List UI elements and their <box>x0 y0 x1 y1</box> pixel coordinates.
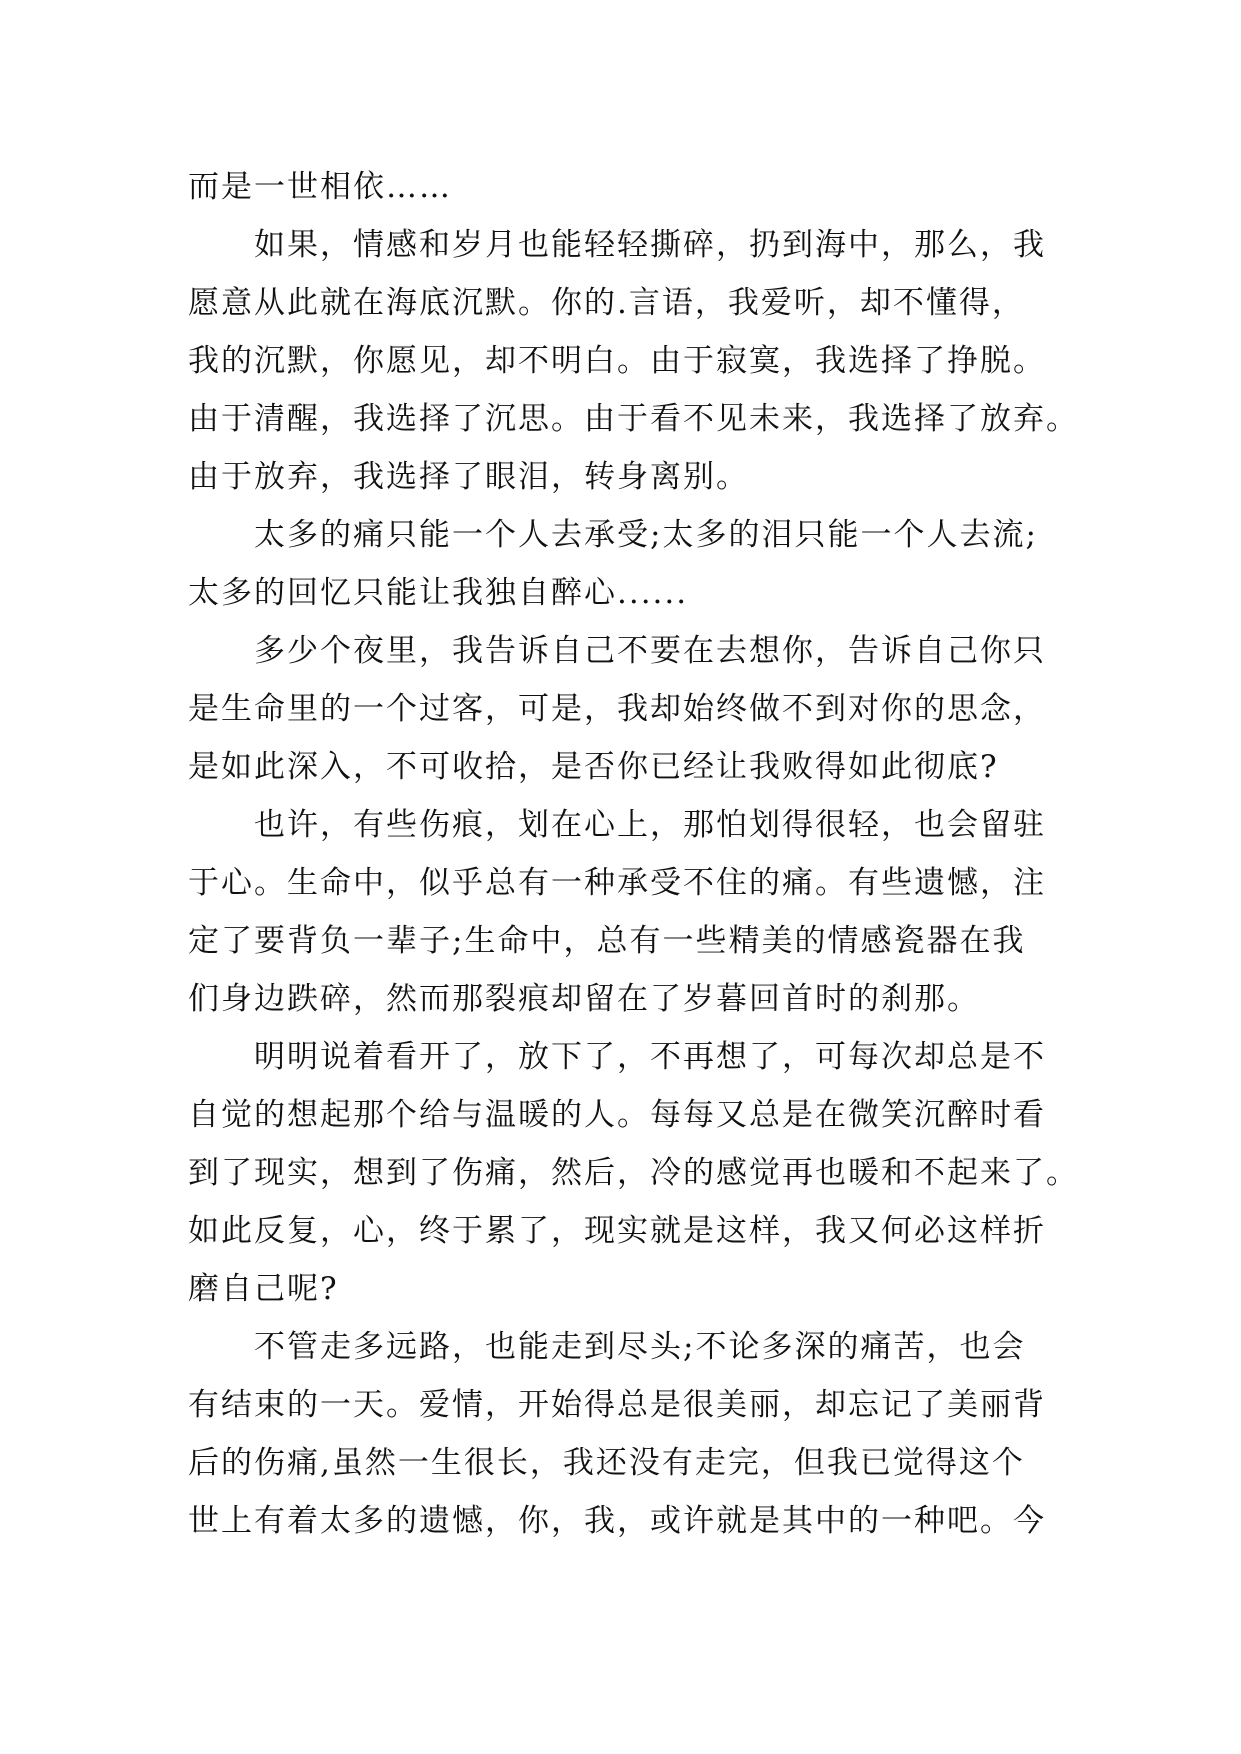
text-line-6: 由于放弃，我选择了眼泪，转身离别。 <box>188 459 749 495</box>
text-line-15: 们身边跌碎，然而那裂痕却留在了岁暮回首时的刹那。 <box>188 981 980 1017</box>
text-line-14: 定了要背负一辈子;生命中，总有一些精美的情感瓷器在我 <box>188 923 1026 959</box>
text-line-7: 太多的痛只能一个人去承受;太多的泪只能一个人去流; <box>254 517 1038 553</box>
text-line-24: 世上有着太多的遗憾，你，我，或许就是其中的一种吧。今 <box>188 1503 1046 1539</box>
text-line-16: 明明说着看开了，放下了，不再想了，可每次却总是不 <box>254 1039 1046 1075</box>
text-line-13: 于心。生命中，似乎总有一种承受不住的痛。有些遗憾，注 <box>188 865 1046 901</box>
text-line-18: 到了现实，想到了伤痛，然后，冷的感觉再也暖和不起来了。 <box>188 1155 1079 1191</box>
text-line-1: 而是一世相依…… <box>188 169 452 205</box>
text-line-17: 自觉的想起那个给与温暖的人。每每又总是在微笑沉醉时看 <box>188 1097 1046 1133</box>
text-line-3: 愿意从此就在海底沉默。你的.言语，我爱听，却不懂得， <box>188 285 1025 321</box>
text-line-19: 如此反复，心，终于累了，现实就是这样，我又何必这样折 <box>188 1213 1046 1249</box>
text-line-21: 不管走多远路，也能走到尽头;不论多深的痛苦，也会 <box>254 1329 1026 1365</box>
text-line-12: 也许，有些伤痕，划在心上，那怕划得很轻，也会留驻 <box>254 807 1046 843</box>
body-text <box>188 158 1079 1550</box>
text-line-11: 是如此深入，不可收拾，是否你已经让我败得如此彻底? <box>188 749 999 785</box>
text-line-22: 有结束的一天。爱情，开始得总是很美丽，却忘记了美丽背 <box>188 1387 1046 1423</box>
text-line-10: 是生命里的一个过客，可是，我却始终做不到对你的思念， <box>188 691 1046 727</box>
text-line-4: 我的沉默，你愿见，却不明白。由于寂寞，我选择了挣脱。 <box>188 343 1046 379</box>
text-line-23: 后的伤痛,虽然一生很长，我还没有走完，但我已觉得这个 <box>188 1445 1025 1481</box>
text-line-20: 磨自己呢? <box>188 1271 339 1307</box>
text-line-9: 多少个夜里，我告诉自己不要在去想你，告诉自己你只 <box>254 633 1046 669</box>
text-line-5: 由于清醒，我选择了沉思。由于看不见未来，我选择了放弃。 <box>188 401 1079 437</box>
text-line-2: 如果，情感和岁月也能轻轻撕碎，扔到海中，那么，我 <box>254 227 1046 263</box>
text-line-8: 太多的回忆只能让我独自醉心...... <box>188 575 689 611</box>
